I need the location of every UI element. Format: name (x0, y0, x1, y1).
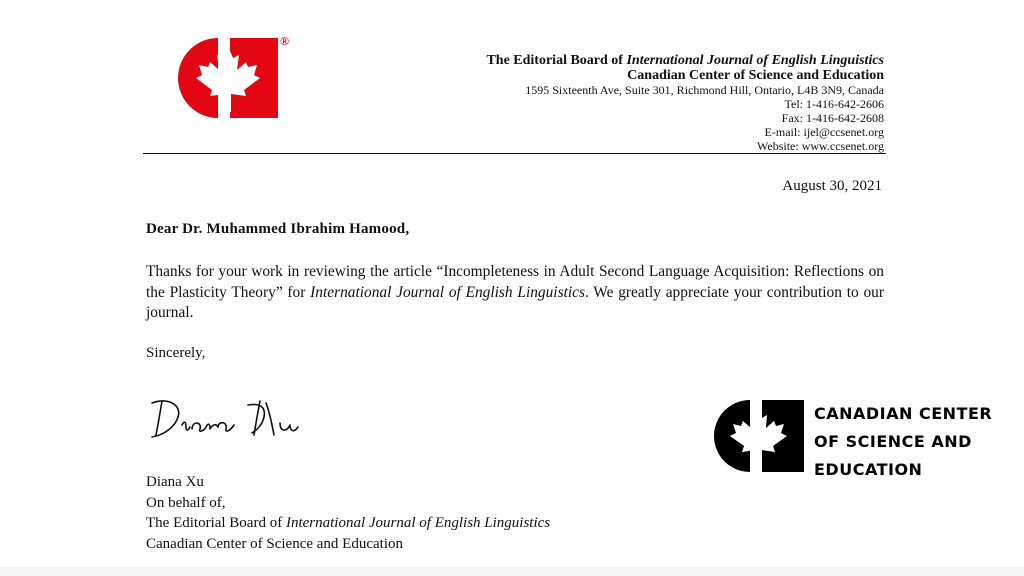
stamp-line-1: CANADIAN CENTER (814, 404, 993, 423)
signature-center-name: Canadian Center of Science and Education (146, 535, 403, 552)
letterhead-email: E-mail: ijel@ccsenet.org (764, 125, 884, 139)
letter-body-part1: Thanks for your work in reviewing the article “Incompleteness in Adult Second Language Acquisition: Reflections on the Plasticity Theory” for (146, 263, 884, 301)
signature-journal-name: International Journal of English Linguistics (285, 515, 551, 531)
ccse-maple-leaf-logo-icon (176, 36, 280, 120)
letterhead-website: Website: www.ccsenet.org (757, 139, 884, 153)
signature-board-line (146, 513, 550, 534)
letterhead-board-prefix: The Editorial Board of (486, 53, 627, 68)
stamp-line-2: OF SCIENCE AND (814, 432, 972, 451)
stamp-text (814, 400, 992, 484)
closing: Sincerely, (146, 345, 206, 361)
handwritten-signature (148, 395, 318, 443)
letter-date: August 30, 2021 (782, 178, 882, 194)
on-behalf-of: On behalf of, (146, 494, 226, 511)
signature-block (146, 472, 550, 554)
signature-board-prefix: The Editorial Board of (146, 515, 286, 531)
signer-name: Diana Xu (146, 474, 204, 490)
salutation: Dear Dr. Muhammed Ibrahim Hamood, (146, 221, 410, 237)
letterhead-center-name: Canadian Center of Science and Education (627, 68, 884, 83)
letterhead-journal-name: International Journal of English Linguistics (626, 53, 884, 68)
letter-body (146, 262, 884, 324)
letterhead-fax: Fax: 1-416-642-2608 (781, 111, 884, 125)
header-divider (143, 153, 886, 154)
letterhead-address: 1595 Sixteenth Ave, Suite 301, Richmond Hill, Ontario, L4B 3N9, Canada (525, 83, 884, 97)
stamp-line-3: EDUCATION (814, 460, 923, 479)
letterhead-board-line (486, 53, 884, 68)
maple-leaf-stamp-icon (712, 398, 808, 474)
letter-body-journal: International Journal of English Linguistics (310, 283, 585, 301)
letterhead-tel: Tel: 1-416-642-2606 (784, 97, 884, 111)
registered-mark: ® (280, 34, 289, 48)
letter-body-part2: . We greatly appreciate your contribution to our journal. (146, 283, 884, 321)
bottom-edge (0, 567, 1024, 576)
letterhead (486, 53, 884, 153)
organization-stamp (712, 398, 1002, 478)
